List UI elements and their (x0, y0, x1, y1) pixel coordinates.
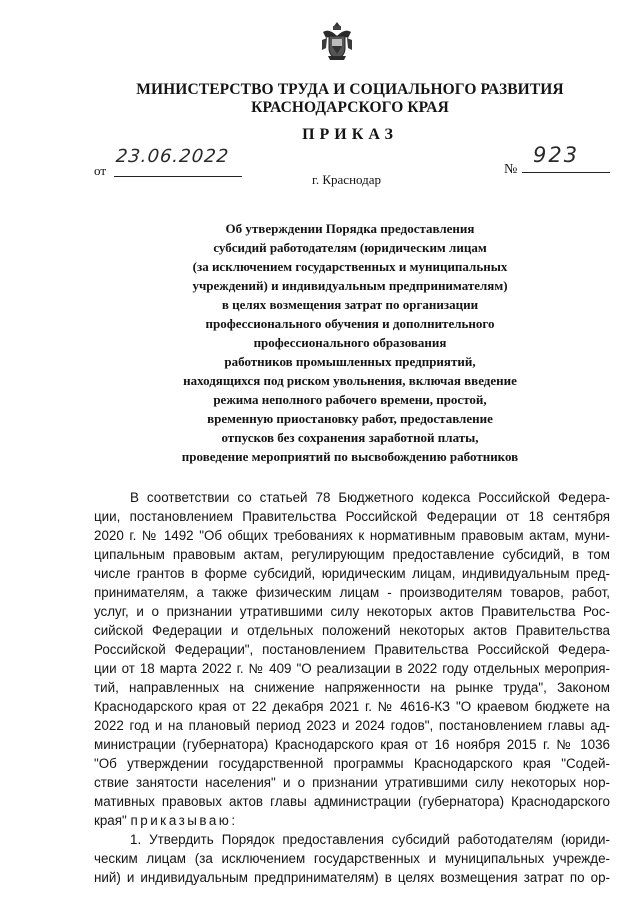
title-line: работников промышленных предприятий, (224, 354, 476, 369)
body-line: ствие занятости населения" и о признании утратившими силу некоторых нор- (94, 775, 610, 790)
date-underline (114, 176, 242, 177)
date-prefix: от (94, 163, 107, 178)
handwritten-number: 923 (533, 143, 580, 167)
ministry-name-line-2: КРАСНОДАРСКОГО КРАЯ (251, 99, 449, 116)
coat-of-arms-emblem (320, 20, 354, 62)
title-line: проведение мероприятий по высвобождению работников (181, 449, 519, 464)
order-word: приказываю: (130, 813, 238, 828)
title-line: находящихся под риском увольнения, включая введение (183, 373, 517, 388)
order-line (94, 811, 610, 830)
body-line: ции, постановлением Правительства Российской Федерации от 18 сентября (94, 509, 610, 524)
title-line: учреждений) и индивидуальным предпринимателям) (192, 278, 508, 293)
body-line: министрации (губернатора) Краснодарского края от 16 ноября 2015 г. № 1036 (94, 737, 610, 752)
body-line: 2020 г. № 1492 "Об общих требованиях к нормативным правовым актам, муни- (94, 528, 610, 543)
city: г. Краснодар (312, 172, 382, 187)
order-lead: края" (94, 813, 127, 828)
document-type: ПРИКАЗ (302, 126, 398, 143)
body-line: "Об утверждении государственной программы Краснодарского края "Содей- (94, 756, 610, 771)
body-line: числе грантов в форме субсидий, юридическим лицам, индивидуальным пред- (94, 566, 610, 581)
body-line: принимателям, а также физическим лицам - производителям товаров, работ, (94, 585, 610, 600)
body-line: 2022 год и на плановый период 2023 и 2024 годов", постановлением главы ад- (94, 718, 610, 733)
body-line: услуг, и о признании утратившими силу некоторых актов Правительства Рос- (94, 604, 610, 619)
title-line: субсидий работодателям (юридическим лицам (213, 240, 487, 255)
body-line: сийской Федерации и отдельных положений некоторых актов Правительства (94, 623, 610, 638)
title-line: профессионального образования (253, 335, 447, 350)
body-line: ции от 18 марта 2022 г. № 409 "О реализации в 2022 году отдельных мероприя- (94, 661, 610, 676)
item-line: 1. Утвердить Порядок предоставления субсидий работодателям (юриди- (130, 832, 610, 847)
item-line: ний) и индивидуальным предпринимателям) в целях возмещения затрат по ор- (94, 870, 610, 885)
title-line: Об утверждении Порядка предоставления (225, 221, 475, 236)
body-line: Краснодарского края от 22 декабря 2021 г. № 4616-КЗ "О краевом бюджете на (94, 699, 610, 714)
title-line: (за исключением государственных и муниципальных (192, 259, 508, 274)
title-line: отпусков без сохранения заработной платы, (221, 430, 479, 445)
title-line: режима неполного рабочего времени, простой, (213, 392, 487, 407)
body-line: В соответствии со статьей 78 Бюджетного кодекса Российской Федера- (130, 490, 610, 505)
body-line: тий, направленных на снижение напряженности на рынке труда", Законом (94, 680, 610, 695)
item-line: ческим лицам (за исключением государственных и муниципальных учрежде- (94, 851, 610, 866)
title-line: в целях возмещения затрат по организации (221, 297, 479, 312)
handwritten-date: 23.06.2022 (114, 146, 231, 167)
number-underline (522, 172, 610, 173)
ministry-name-line-1: МИНИСТЕРСТВО ТРУДА И СОЦИАЛЬНОГО РАЗВИТИЯ (136, 81, 564, 98)
title-line: профессионального обучения и дополнительного (205, 316, 495, 331)
body-line: ципальным правовым актам, регулирующим предоставление субсидий, в том (94, 547, 610, 562)
body-line: Российской Федерации", постановлением Правительства Российской Федера- (94, 642, 610, 657)
body-line: мативных правовых актов главы администрации (губернатора) Краснодарского (94, 794, 610, 809)
preamble-paragraph (94, 488, 610, 887)
number-prefix: № (504, 162, 518, 177)
title-line: временную приостановку работ, предоставление (207, 411, 493, 426)
